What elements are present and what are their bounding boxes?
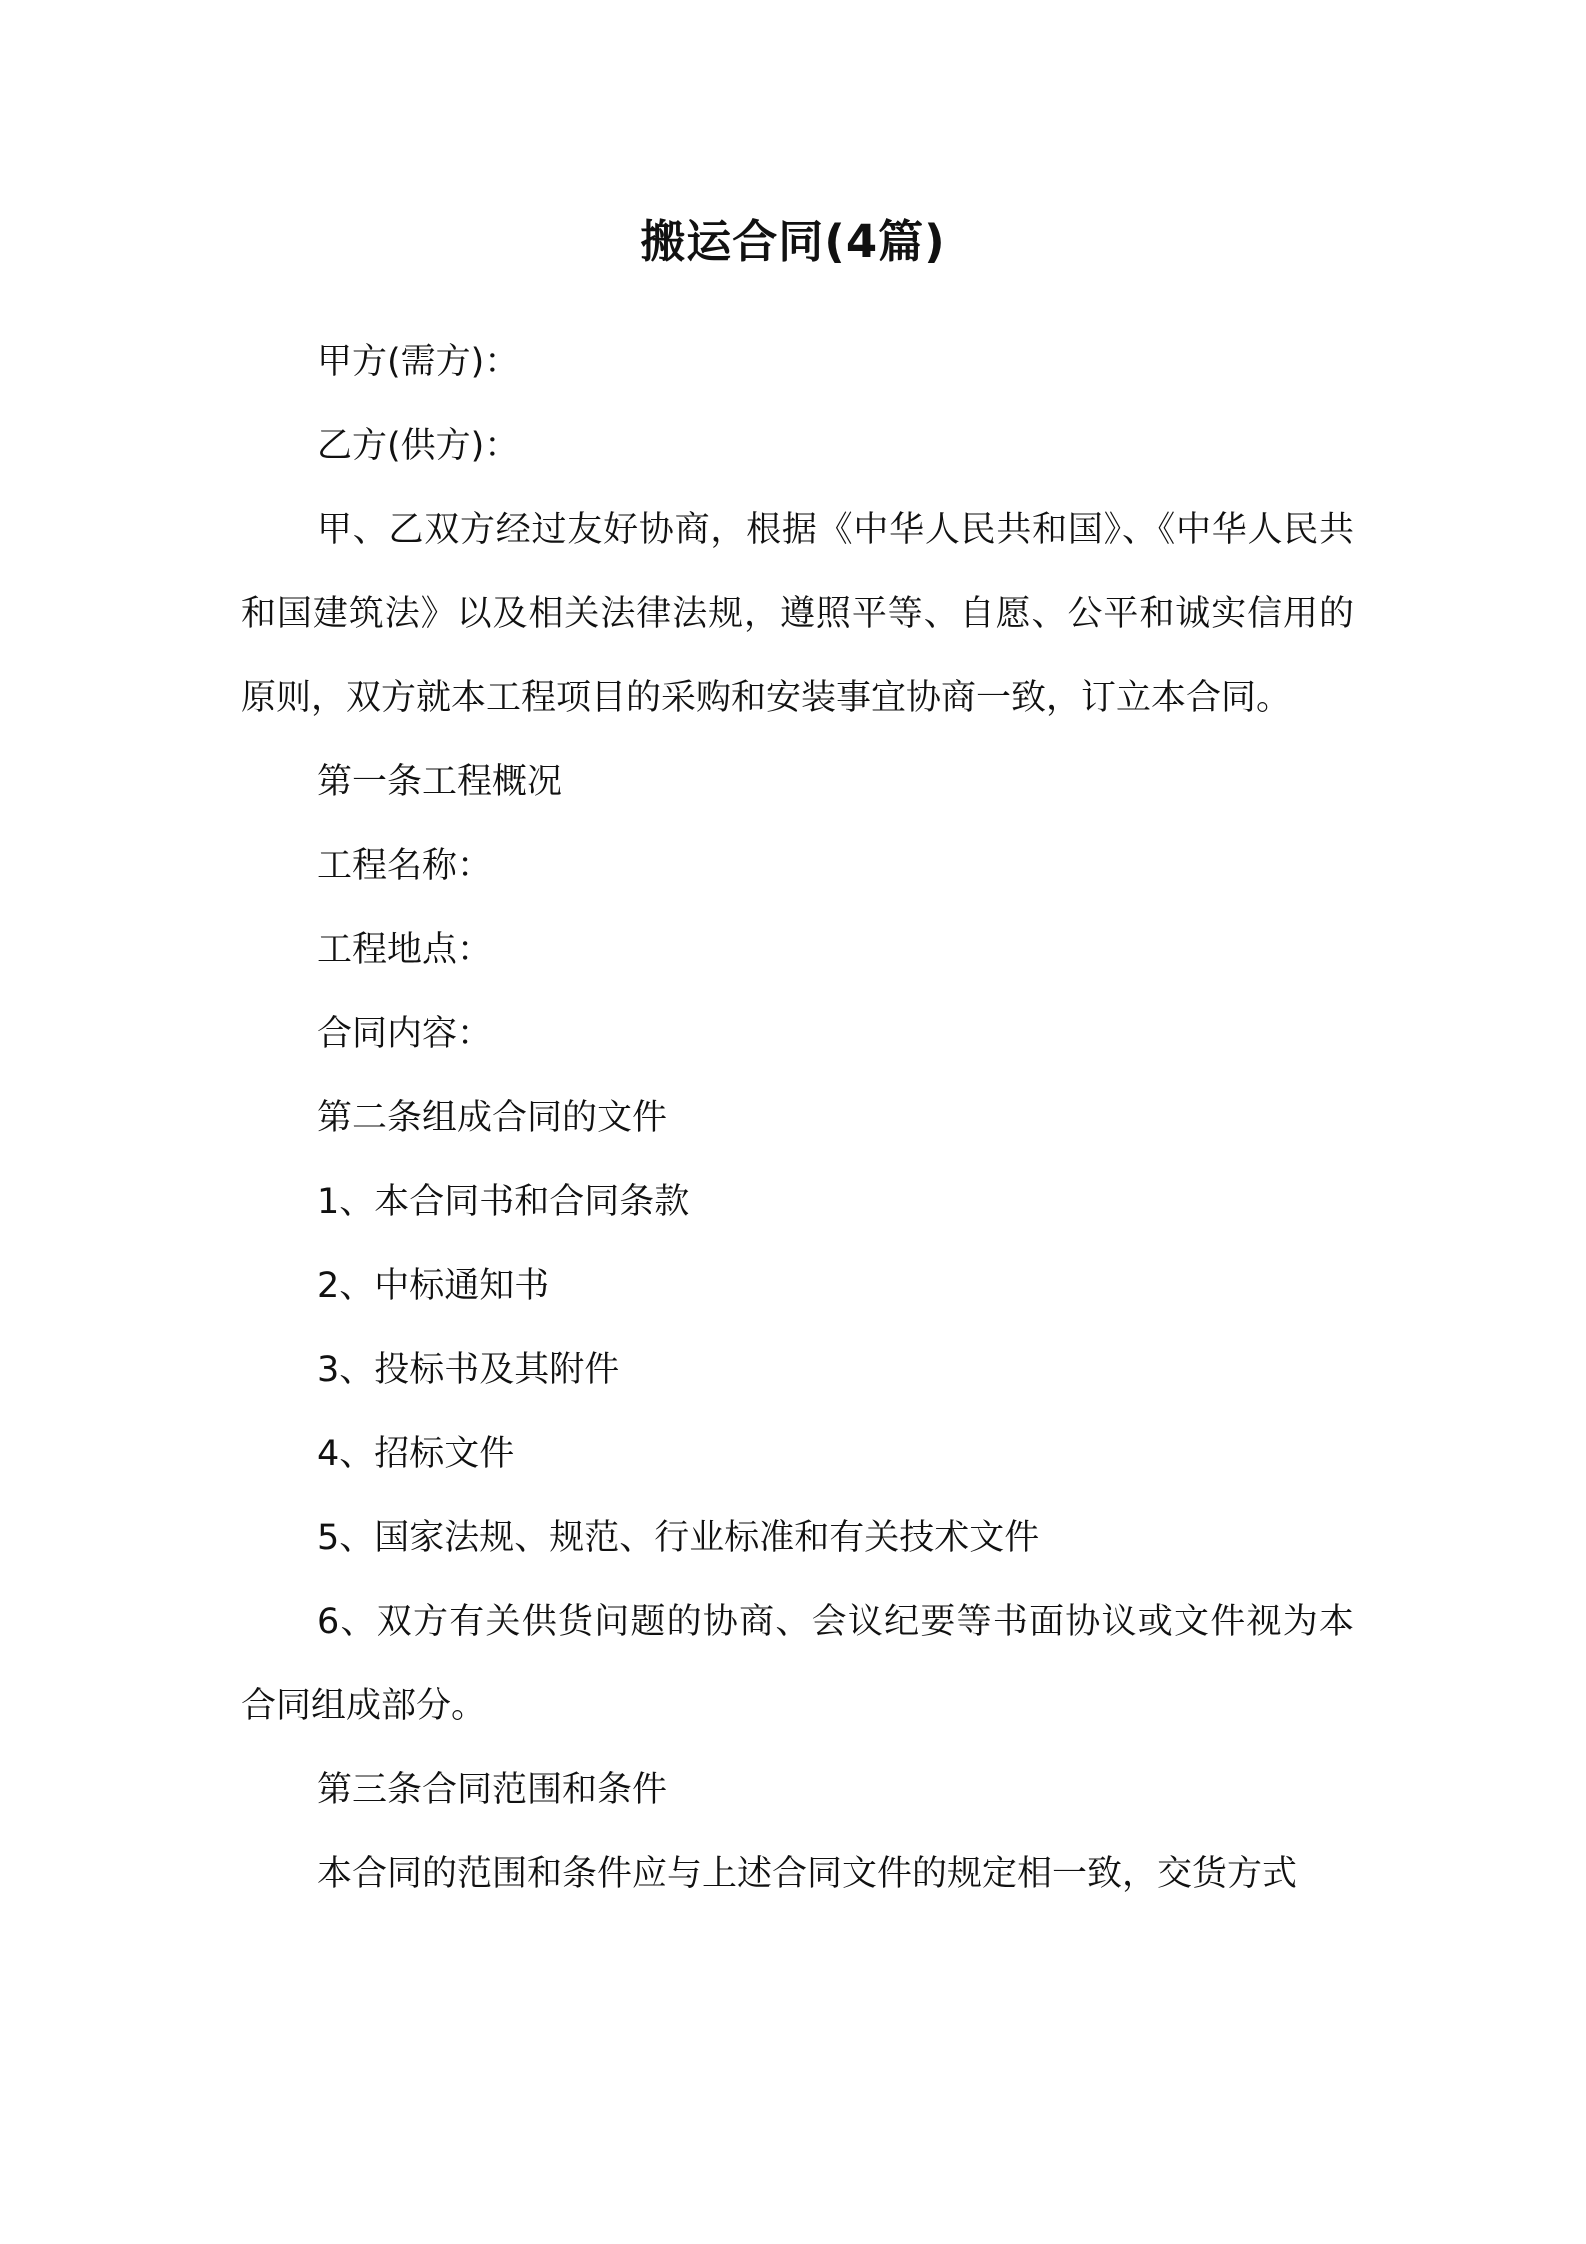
- project-name-line: 工程名称：: [317, 846, 493, 886]
- list-item: 2、中标通知书: [317, 1266, 550, 1306]
- list-item: 6、双方有关供货问题的协商、会议纪要等书面协议或文件视为本合同组成部分。: [241, 1602, 1354, 1726]
- list-item: 5、国家法规、规范、行业标准和有关技术文件: [317, 1518, 1040, 1558]
- contract-content-line: 合同内容：: [317, 1014, 493, 1054]
- article-2-heading: 第二条组成合同的文件: [317, 1098, 668, 1138]
- list-item: 1、本合同书和合同条款: [317, 1182, 690, 1222]
- party-b-line: 乙方(供方)：: [317, 426, 520, 466]
- list-item: 3、投标书及其附件: [317, 1350, 620, 1390]
- list-item: 4、招标文件: [317, 1434, 515, 1474]
- document-title: 搬运合同(4篇): [640, 215, 946, 268]
- party-a-line: 甲方(需方)：: [317, 342, 520, 382]
- article-3-paragraph: 本合同的范围和条件应与上述合同文件的规定相一致，交货方式: [317, 1854, 1298, 1894]
- preamble-paragraph: 甲、乙双方经过友好协商，根据《中华人民共和国》、《中华人民共和国建筑法》以及相关法律法规，遵照平等、自愿、公平和诚实信用的原则，双方就本工程项目的采购和安装事宜协商一致，订立本合同。: [241, 510, 1354, 718]
- document-body: [241, 320, 1354, 1916]
- article-1-heading: 第一条工程概况: [317, 762, 563, 802]
- project-location-line: 工程地点：: [317, 930, 493, 970]
- article-3-heading: 第三条合同范围和条件: [317, 1770, 668, 1810]
